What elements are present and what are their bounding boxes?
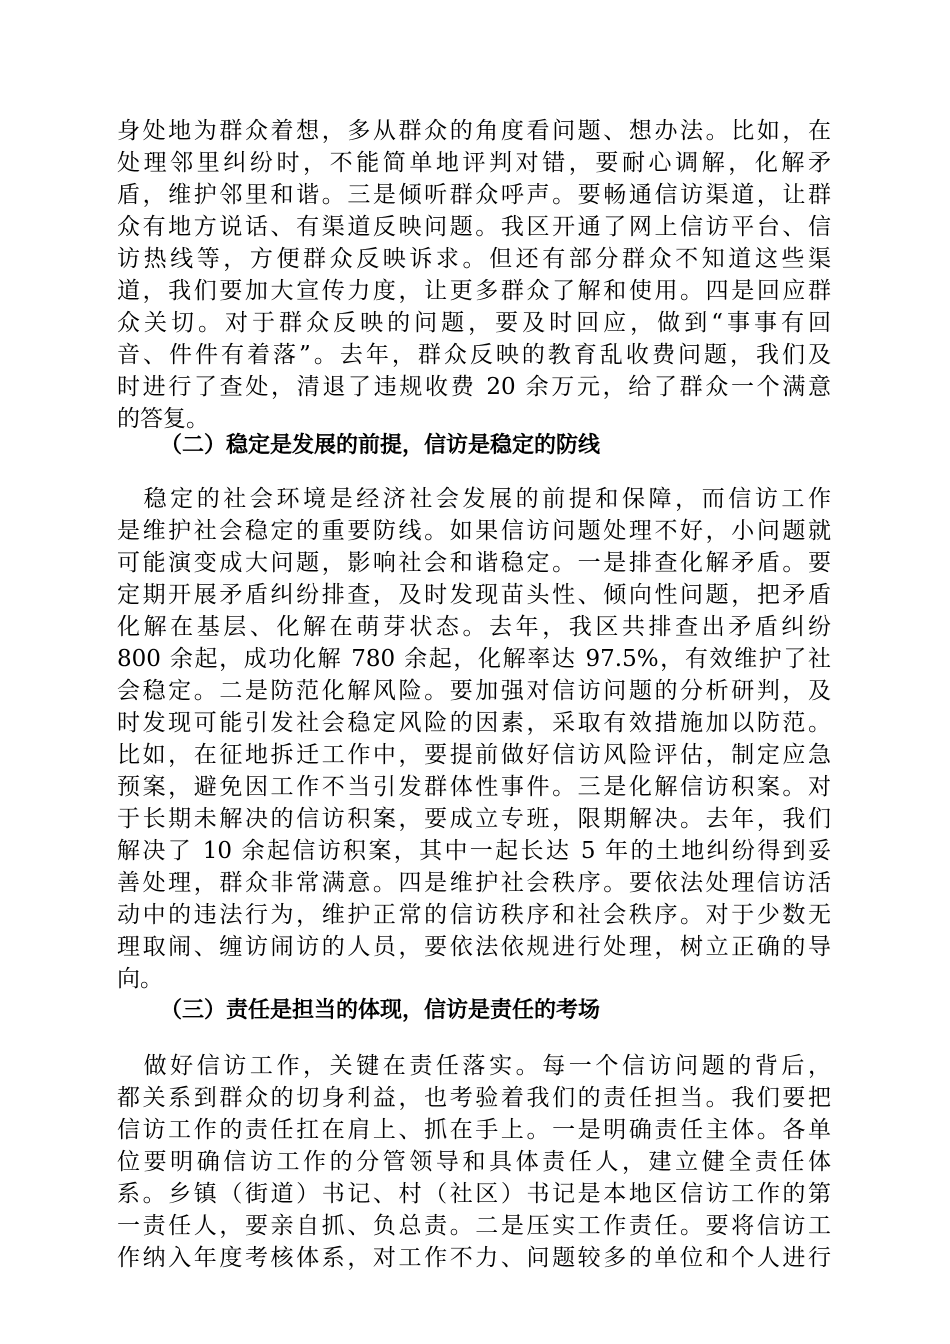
paragraph-3-line: 系。乡镇（街道）书记、村（社区）书记是本地区信访工作的第 [117,1181,831,1207]
paragraph-1-line: 盾，维护邻里和谐。三是倾听群众呼声。要畅通信访渠道，让群 [117,182,831,208]
paragraph-2-line: 动中的违法行为，维护正常的信访秩序和社会秩序。对于少数无 [117,902,831,928]
paragraph-2-line: 会稳定。二是防范化解风险。要加强对信访问题的分析研判，及 [117,678,831,704]
paragraph-2-line: 解决了 10 余起信访积案，其中一起长达 5 年的土地纠纷得到妥 [117,838,831,864]
paragraph-2-line: 预案，避免因工作不当引发群体性事件。三是化解信访积案。对 [117,774,831,800]
paragraph-1-line: 访热线等，方便群众反映诉求。但还有部分群众不知道这些渠 [117,246,831,272]
section-heading-3: （三）责任是担当的体现，信访是责任的考场 [160,998,601,1023]
paragraph-1-line: 众有地方说话、有渠道反映问题。我区开通了网上信访平台、信 [117,214,831,240]
paragraph-2-line: 是维护社会稳定的重要防线。如果信访问题处理不好，小问题就 [117,518,831,544]
paragraph-2-line: 可能演变成大问题，影响社会和谐稳定。一是排查化解矛盾。要 [117,550,831,576]
paragraph-3-line: 一责任人，要亲自抓、负总责。二是压实工作责任。要将信访工 [117,1213,831,1239]
paragraph-1-line: 的答复。 [117,406,209,432]
paragraph-3-line: 作纳入年度考核体系，对工作不力、问题较多的单位和个人进行 [117,1245,831,1271]
paragraph-2-line: 稳定的社会环境是经济社会发展的前提和保障，而信访工作 [117,486,831,512]
paragraph-2-line: 比如，在征地拆迁工作中，要提前做好信访风险评估，制定应急 [117,742,831,768]
paragraph-1-line: 音、件件有着落”。去年，群众反映的教育乱收费问题，我们及 [117,342,831,368]
paragraph-3-line: 位要明确信访工作的分管领导和具体责任人，建立健全责任体 [117,1149,831,1175]
paragraph-2-line: 时发现可能引发社会稳定风险的因素，采取有效措施加以防范。 [117,710,831,736]
paragraph-3-line: 做好信访工作，关键在责任落实。每一个信访问题的背后， [117,1053,831,1079]
paragraph-2-line: 向。 [117,966,163,992]
paragraph-1-line: 身处地为群众着想，多从群众的角度看问题、想办法。比如，在 [117,118,831,144]
paragraph-2-line: 善处理，群众非常满意。四是维护社会秩序。要依法处理信访活 [117,870,831,896]
paragraph-2-line: 800 余起，成功化解 780 余起，化解率达 97.5%，有效维护了社 [117,646,831,672]
paragraph-1-line: 众关切。对于群众反映的问题，要及时回应，做到“事事有回 [117,310,831,336]
section-heading-2: （二）稳定是发展的前提，信访是稳定的防线 [160,433,601,458]
paragraph-3-line: 都关系到群众的切身利益，也考验着我们的责任担当。我们要把 [117,1085,831,1111]
paragraph-1-line: 道，我们要加大宣传力度，让更多群众了解和使用。四是回应群 [117,278,831,304]
paragraph-3-line: 信访工作的责任扛在肩上、抓在手上。一是明确责任主体。各单 [117,1117,831,1143]
paragraph-1-line: 时进行了查处，清退了违规收费 20 余万元，给了群众一个满意 [117,374,831,400]
paragraph-2-line: 化解在基层、化解在萌芽状态。去年，我区共排查出矛盾纠纷 [117,614,831,640]
paragraph-2-line: 于长期未解决的信访积案，要成立专班，限期解决。去年，我们 [117,806,831,832]
paragraph-2-line: 定期开展矛盾纠纷排查，及时发现苗头性、倾向性问题，把矛盾 [117,582,831,608]
paragraph-2-line: 理取闹、缠访闹访的人员，要依法依规进行处理，树立正确的导 [117,934,831,960]
paragraph-1-line: 处理邻里纠纷时，不能简单地评判对错，要耐心调解，化解矛 [117,150,831,176]
